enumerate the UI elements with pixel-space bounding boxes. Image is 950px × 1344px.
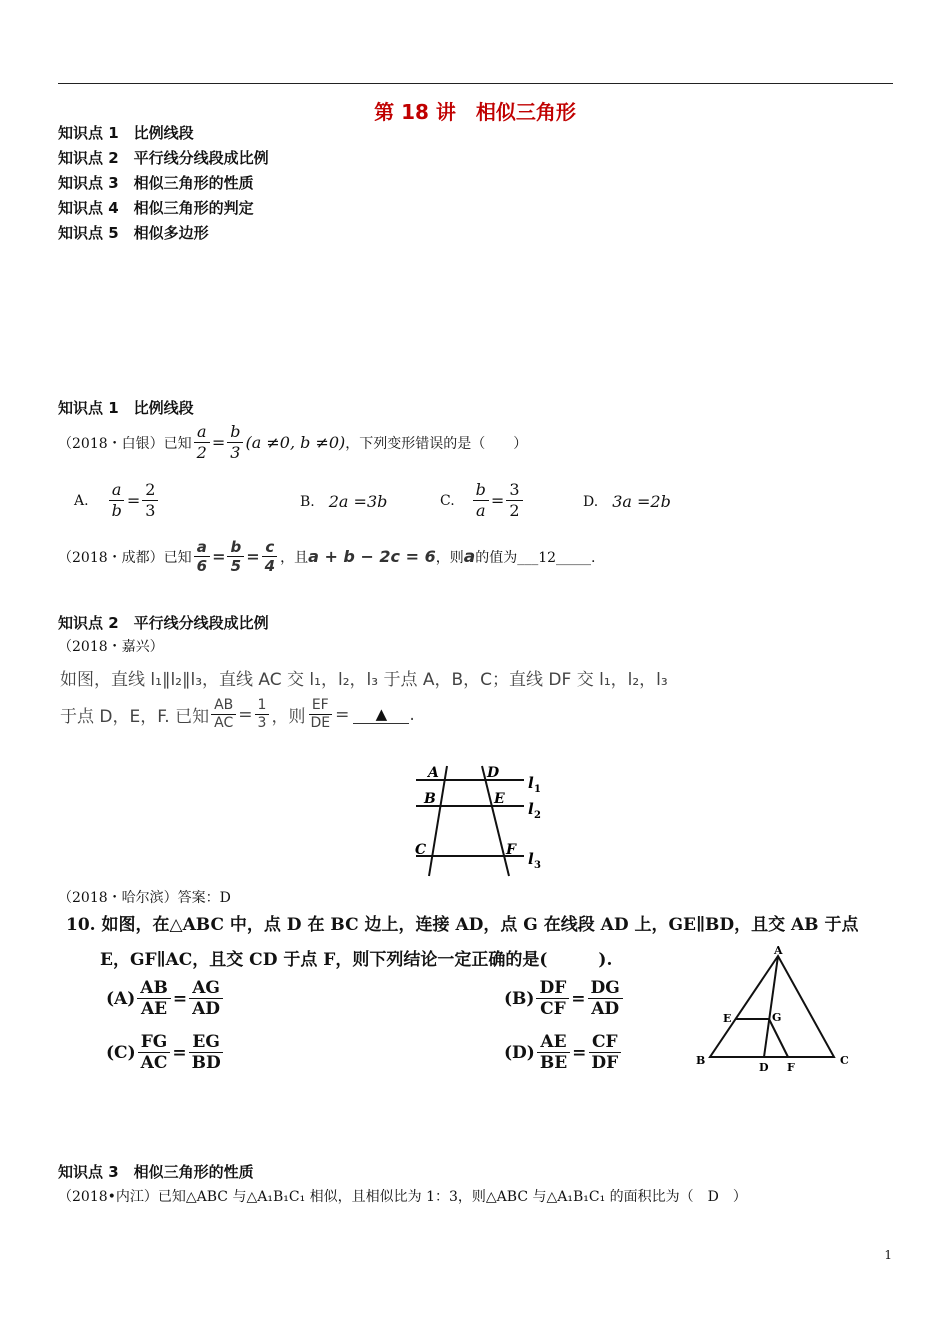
- frac-num: EG: [189, 1032, 222, 1053]
- frac-num: a: [109, 480, 125, 501]
- s2-q2-option-c: [106, 1032, 226, 1073]
- frac-num: AB: [211, 697, 236, 715]
- label-l1: l: [528, 774, 534, 792]
- s1-q2-frac-2: [227, 538, 244, 575]
- toc-item: 知识点 5 相似多边形: [58, 224, 209, 242]
- frac-num: b: [227, 422, 243, 443]
- label-e: E: [723, 1012, 732, 1025]
- s1-q1-option-c: [440, 480, 525, 521]
- line-ac: [429, 766, 447, 876]
- s1-q1-tail: ，下列变形错误的是（ ）: [345, 435, 528, 452]
- equals-sign: =: [172, 1042, 187, 1063]
- frac-den: a: [476, 501, 486, 520]
- s2-q1-source: （2018・嘉兴）: [58, 639, 164, 655]
- s1-q2-expression: a + b − 2c = 6: [308, 547, 436, 566]
- s1-q1-stem: [58, 422, 527, 463]
- frac-num: AB: [137, 978, 171, 999]
- equals-sign: =: [212, 547, 226, 566]
- label-l2-sub: 2: [534, 810, 541, 821]
- s1-q1-frac-a: [194, 422, 210, 463]
- option-frac-left: [473, 480, 489, 521]
- equals-sign: =: [126, 491, 141, 510]
- option-label: C.: [440, 492, 455, 509]
- option-frac-left: [109, 480, 125, 521]
- option-label: (B): [504, 988, 535, 1009]
- section2-heading: 知识点 2 平行线分线段成比例: [58, 614, 269, 632]
- s1-q1-frac-b: [227, 422, 243, 463]
- equals-sign: =: [246, 547, 260, 566]
- equals-sign: =: [571, 988, 586, 1009]
- equals-sign: =: [211, 433, 226, 452]
- frac-den: 2: [509, 501, 520, 520]
- frac-den: AD: [192, 999, 221, 1019]
- frac-num: 3: [506, 480, 522, 501]
- option-text: 2a =3b: [328, 492, 388, 511]
- option-frac-left: [536, 978, 569, 1019]
- frac-num: a: [194, 538, 210, 557]
- s1-q2-mid2: ，则: [435, 549, 464, 566]
- s2-q1-line2-pre: 于点 D，E，F. 已知: [60, 707, 210, 727]
- s1-q2-frac-1: [194, 538, 210, 575]
- s2-q2-line2: E，GF∥AC，且交 CD 于点 F，则下列结论一定正确的是( ).: [100, 950, 613, 970]
- option-frac-left: [137, 978, 171, 1019]
- equals-sign: =: [572, 1042, 587, 1063]
- frac-den: 4: [264, 557, 276, 575]
- s1-q2-frac-3: [262, 538, 278, 575]
- frac-den: 6: [196, 557, 208, 575]
- option-label: (A): [106, 988, 136, 1009]
- label-c: C: [840, 1054, 849, 1067]
- s3-q1-text: （2018•内江）已知△ABC 与△A₁B₁C₁ 相似，且相似比为 1：3，则△ABC 与△A₁B₁C₁ 的面积比为（ D ）: [58, 1189, 747, 1205]
- option-text: 3a =2b: [612, 492, 671, 511]
- option-frac-left: [537, 1032, 570, 1073]
- frac-den: 5: [230, 557, 242, 575]
- parallel-lines-figure: [400, 758, 560, 878]
- s1-q1-option-b: [300, 492, 387, 511]
- s2-q1-period: .: [409, 704, 415, 725]
- s2-q1-line1: 如图，直线 l₁∥l₂∥l₃，直线 AC 交 l₁，l₂，l₃ 于点 A，B，C；直线 DF 交 l₁，l₂，l₃: [60, 670, 668, 690]
- frac-den: AC: [140, 1053, 168, 1073]
- frac-num: CF: [589, 1032, 621, 1053]
- label-a: A: [774, 944, 783, 957]
- option-label: A.: [74, 492, 89, 509]
- s1-q1-source: （2018・白银）已知: [58, 435, 192, 452]
- triangle-figure: [692, 940, 852, 1080]
- option-frac-right: [506, 480, 522, 521]
- frac-num: a: [194, 422, 210, 443]
- s1-q2-source: （2018・成都）已知: [58, 549, 192, 566]
- frac-num: DF: [536, 978, 569, 999]
- frac-num: FG: [138, 1032, 171, 1053]
- frac-num: c: [262, 538, 277, 557]
- frac-num: 2: [142, 480, 158, 501]
- s2-q2-line1: 10. 如图，在△ABC 中，点 D 在 BC 边上，连接 AD，点 G 在线段 AD 上，GE∥BD，且交 AB 于点: [66, 915, 859, 935]
- label-a: A: [428, 765, 439, 781]
- option-frac-right: [588, 1032, 621, 1073]
- option-label: (D): [504, 1042, 535, 1063]
- s2-q1-frac-one-third: [255, 697, 270, 732]
- section1-heading: 知识点 1 比例线段: [58, 399, 194, 417]
- frac-den: AE: [140, 999, 168, 1019]
- frac-den: BD: [191, 1053, 221, 1073]
- frac-num: AE: [537, 1032, 569, 1053]
- frac-den: 2: [196, 443, 207, 462]
- s2-q1-then: ，则: [271, 707, 306, 727]
- answer-blank: ▲: [353, 705, 409, 724]
- s1-q1-option-a: [74, 480, 160, 521]
- frac-den: DE: [310, 715, 331, 731]
- option-frac-left: [138, 1032, 171, 1073]
- frac-num: b: [473, 480, 489, 501]
- option-label: (C): [106, 1042, 136, 1063]
- label-l1-sub: 1: [534, 784, 541, 795]
- label-f: F: [787, 1061, 795, 1074]
- frac-den: BE: [539, 1053, 568, 1073]
- s2-q2-option-a: [106, 978, 225, 1019]
- label-d: D: [487, 765, 500, 781]
- s2-q1-line2: [60, 697, 415, 732]
- page-title: 第 18 讲 相似三角形: [374, 100, 576, 124]
- frac-num: AG: [189, 978, 223, 999]
- toc-item: 知识点 1 比例线段: [58, 124, 194, 142]
- equals-sign: =: [335, 704, 350, 725]
- s2-q1-frac-ef-de: [307, 697, 333, 732]
- frac-num: 1: [255, 697, 270, 715]
- toc-item: 知识点 2 平行线分线段成比例: [58, 149, 269, 167]
- label-e: E: [494, 791, 505, 807]
- option-frac-right: [588, 978, 623, 1019]
- page-number: 1: [884, 1248, 892, 1262]
- label-g: G: [772, 1011, 782, 1024]
- option-frac-right: [189, 978, 223, 1019]
- frac-den: 3: [257, 715, 267, 731]
- label-d: D: [759, 1061, 769, 1074]
- s1-q1-option-d: [583, 492, 671, 511]
- s1-q1-condition: (a ≠0, b ≠0): [245, 433, 346, 452]
- frac-den: AD: [591, 999, 620, 1019]
- s1-q2-variable: a: [463, 546, 476, 567]
- segment-ad: [764, 956, 778, 1057]
- label-f: F: [506, 842, 516, 858]
- label-c: C: [415, 842, 427, 858]
- equals-sign: =: [490, 491, 505, 510]
- option-label: B.: [300, 493, 315, 510]
- toc-list: [58, 121, 269, 246]
- s2-q1-frac-ab-ac: [211, 697, 236, 732]
- s1-q2-tail: 的值为___12_____.: [475, 549, 596, 566]
- s1-q2-stem: [58, 538, 595, 575]
- toc-item: 知识点 3 相似三角形的性质: [58, 174, 254, 192]
- section3-heading: 知识点 3 相似三角形的性质: [58, 1163, 254, 1181]
- frac-den: b: [111, 501, 122, 520]
- segment-gf: [769, 1019, 788, 1057]
- header-rule: [58, 83, 893, 84]
- frac-num: DG: [588, 978, 623, 999]
- s2-q2-option-d: [504, 1032, 623, 1073]
- s1-q2-mid: ，且: [280, 549, 309, 566]
- frac-num: EF: [309, 697, 332, 715]
- label-b: B: [696, 1054, 706, 1067]
- label-l2: l: [528, 800, 534, 818]
- label-b: B: [424, 791, 436, 807]
- frac-den: AC: [214, 715, 234, 731]
- toc-item: 知识点 4 相似三角形的判定: [58, 199, 254, 217]
- frac-den: DF: [591, 1053, 619, 1073]
- s2-q2-source: （2018・哈尔滨）答案：D: [58, 890, 231, 906]
- frac-den: CF: [540, 999, 566, 1019]
- frac-num: b: [227, 538, 244, 557]
- equals-sign: =: [238, 704, 253, 725]
- option-frac-right: [142, 480, 158, 521]
- equals-sign: =: [172, 988, 188, 1009]
- frac-den: 3: [145, 501, 156, 520]
- line-df: [482, 766, 509, 876]
- option-label: D.: [583, 493, 599, 510]
- label-l3: l: [528, 850, 534, 868]
- option-frac-right: [189, 1032, 224, 1073]
- label-l3-sub: 3: [534, 860, 541, 871]
- s2-q2-option-b: [504, 978, 625, 1019]
- frac-den: 3: [230, 443, 241, 462]
